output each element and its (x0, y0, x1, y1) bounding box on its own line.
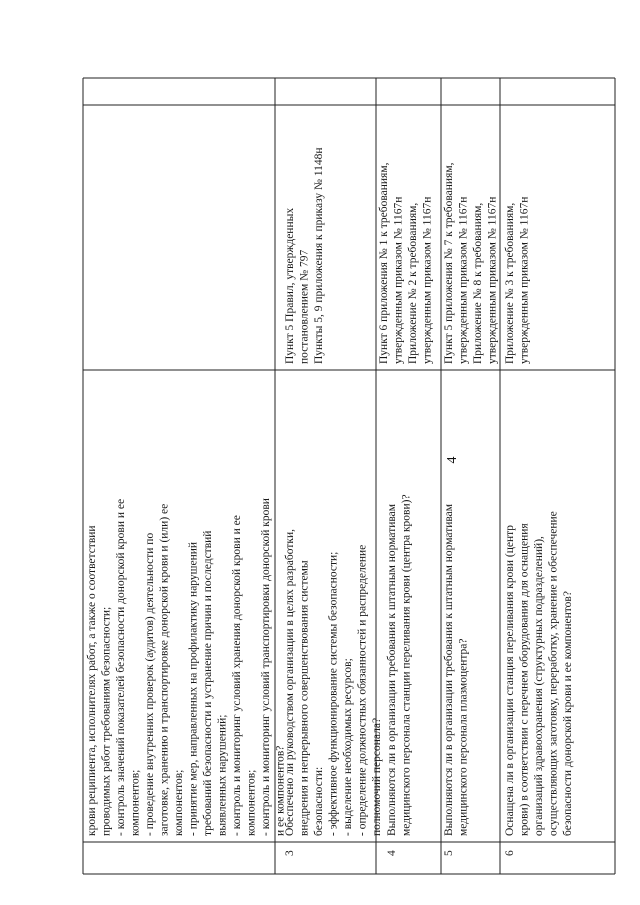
row-number: 3 (284, 850, 296, 856)
reference-text-line: утвержденным приказом № 1167н (421, 196, 434, 364)
page-number: 4 (445, 456, 460, 464)
requirement-text-line: компонентов; (173, 769, 185, 836)
requirement-text-line: компонентов; (245, 769, 258, 836)
requirement-text-line: медицинского персонала плазмоцентра? (457, 638, 470, 836)
requirement-text-line: Обеспечено ли руководством организации в целях разработки, (284, 529, 296, 836)
requirement-text-line: организаций здравоохранения (структурных подразделений), (533, 536, 545, 836)
requirement-text-line: Выполняются ли в организации требования к штатным нормативам (386, 503, 398, 836)
requirement-text-line: - проведение внутренних проверок (аудитов) деятельности по (144, 532, 156, 836)
reference-text-line: Пункт 5 приложения № 7 к требованиям, (443, 162, 455, 364)
reference-text-line: утвержденным приказом № 1167н (457, 196, 470, 364)
reference-text-line: Приложение № 3 к требованиям, (504, 202, 516, 364)
requirement-text-line: Оснащена ли в организации станция переливания крови (центр (504, 524, 516, 836)
requirement-text-line: - контроль значений показателей безопасности донорской крови и ее (115, 498, 127, 836)
requirement-text-line: - контроль и мониторинг условий хранения донорской крови и ее (231, 515, 243, 836)
reference-text-line: Приложение № 2 к требованиям, (407, 202, 419, 364)
reference-text-line: утвержденным приказом № 1167н (392, 196, 405, 364)
requirement-text-line: - принятие мер, направленных на профилактику нарушений (187, 541, 200, 836)
requirement-text-line: проводимых работ требованиям безопасности; (100, 606, 113, 836)
requirement-text-line: осуществляющих заготовку, переработку, хранение и обеспечение (547, 511, 560, 836)
requirement-text-line: - определение должностных обязанностей и распределение (356, 544, 369, 836)
requirement-text-line: крови) в соответствии с перечнем оборудования для оснащения (518, 523, 531, 836)
requirement-text-line: крови реципиента, исполнителях работ, а также о соответствии (86, 525, 98, 836)
row-number: 6 (504, 850, 516, 856)
row-number: 5 (443, 850, 455, 856)
row-number: 4 (386, 850, 398, 856)
requirement-text-line: медицинского персонала станции переливания крови (центра крови)? (400, 494, 413, 836)
reference-text-line: утвержденным приказом № 1167н (486, 196, 499, 364)
requirement-text-line: требований безопасности и устранение причин и последствий (202, 530, 214, 836)
requirement-text-line: - контроль и мониторинг условий транспортировки донорской крови (260, 498, 272, 836)
requirement-text-line: безопасности донорской крови и ее компонентов? (562, 591, 574, 836)
requirement-text-line: полномочий персонала? (371, 717, 383, 836)
requirement-text-line: компонентов; (129, 769, 142, 836)
requirement-text-line: безопасности: (313, 766, 325, 836)
reference-text-line: постановлением № 797 (298, 249, 311, 364)
requirement-text-line: - эффективное функционирование системы безопасности; (327, 551, 340, 836)
reference-text-line: утвержденным приказом № 1167н (518, 196, 531, 364)
requirement-text-line: заготовке, хранению и транспортировке донорской крови и (или) ее (158, 503, 171, 836)
requirement-text-line: Выполняются ли в организации требования к штатным нормативам (443, 503, 455, 836)
reference-text-line: Пункты 5, 9 приложения к приказу № 1148н (313, 147, 325, 364)
requirement-text-line: выявленных нарушений; (216, 714, 229, 836)
requirement-text-line: и ее компонентов? (274, 745, 287, 836)
reference-text-line: Приложение № 8 к требованиям, (472, 202, 484, 364)
reference-text-line: Пункт 6 приложения № 1 к требованиям, (378, 162, 390, 364)
reference-text-line: Пункт 5 Правил, утвержденных (284, 207, 296, 364)
requirement-text-line: внедрения и непрерывного совершенствования системы (298, 560, 311, 836)
requirement-text-line: - выделение необходимых ресурсов; (342, 658, 354, 836)
